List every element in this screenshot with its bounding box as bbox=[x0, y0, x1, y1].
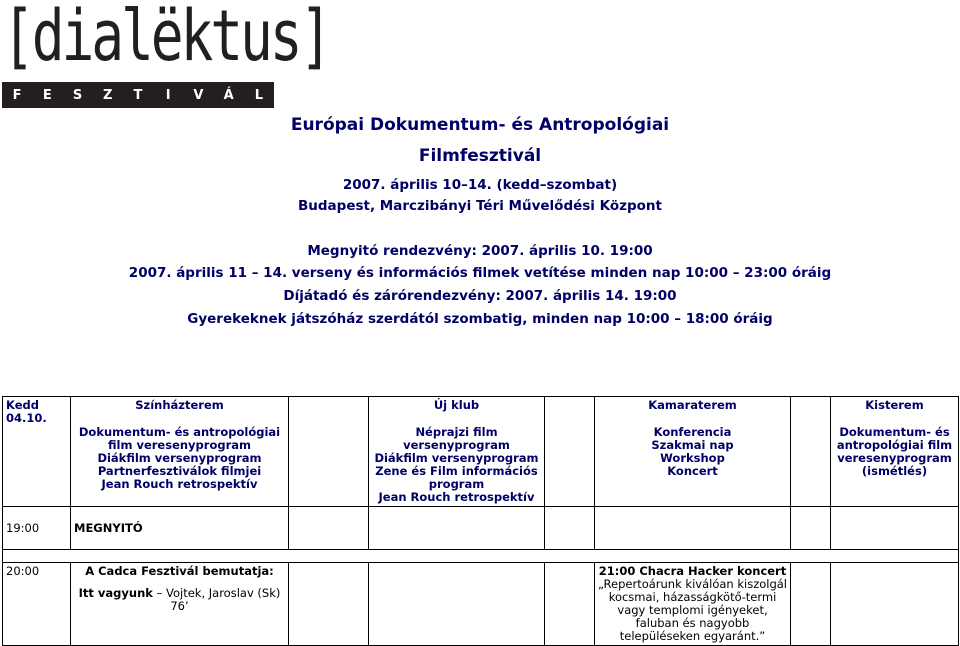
schedule-table bbox=[2, 396, 959, 646]
festival-logo bbox=[2, 0, 330, 108]
empty-cell bbox=[831, 563, 959, 646]
program-item: Workshop bbox=[660, 451, 725, 465]
day-date: 04.10. bbox=[6, 411, 47, 425]
page-subtitle: Filmfesztivál bbox=[418, 146, 542, 166]
empty-cell bbox=[595, 507, 791, 550]
schedule-row bbox=[3, 563, 959, 646]
program-item: Diákfilm versenyprogram bbox=[374, 451, 539, 465]
logo-letter: F bbox=[12, 87, 22, 103]
row-spacer bbox=[3, 550, 959, 563]
logo-letter: I bbox=[165, 87, 171, 103]
time-cell: 20:00 bbox=[3, 563, 71, 646]
page-title: Európai Dokumentum- és Antropológiai bbox=[290, 115, 670, 135]
venue-name: Kisterem bbox=[865, 398, 924, 412]
event-title: A Cadca Fesztivál bemutatja: bbox=[85, 564, 274, 578]
empty-cell bbox=[289, 563, 369, 646]
logo-letter: Á bbox=[223, 87, 234, 103]
empty-cell bbox=[369, 563, 545, 646]
festival-dates: 2007. április 10–14. (kedd–szombat) bbox=[342, 177, 618, 193]
film-entry bbox=[74, 587, 285, 613]
venue-column-kamaraterem bbox=[595, 397, 791, 507]
event-cell bbox=[595, 563, 791, 646]
venue-column-kisterem bbox=[831, 397, 959, 507]
program-item: Koncert bbox=[667, 464, 718, 478]
day-cell bbox=[3, 397, 71, 507]
program-item: Dokumentum- és antropológiai film veresenyprogram bbox=[78, 425, 281, 452]
empty-cell bbox=[545, 507, 595, 550]
venue-column-uj-klub bbox=[369, 397, 545, 507]
logo-wordmark: [dialëktus] bbox=[2, 0, 330, 77]
awards-info: Díjátadó és zárórendezvény: 2007. április 14. 19:00 bbox=[283, 288, 677, 304]
schedule-row bbox=[3, 507, 959, 550]
time-cell: 19:00 bbox=[3, 507, 71, 550]
competition-info: 2007. április 11 – 14. verseny és információs filmek vetítése minden nap 10:00 – 23:00 óráig bbox=[128, 265, 832, 281]
empty-cell bbox=[791, 563, 831, 646]
film-details: – Vojtek, Jaroslav (Sk) 76’ bbox=[156, 586, 281, 613]
logo-letter: Z bbox=[103, 87, 113, 103]
program-item: Szakmai nap bbox=[651, 438, 734, 452]
logo-letter: T bbox=[133, 87, 143, 103]
venue-column-szinhazterem bbox=[71, 397, 289, 507]
venue-name: Színházterem bbox=[135, 398, 224, 412]
logo-festival-bar bbox=[2, 82, 274, 108]
festival-venue: Budapest, Marczibányi Téri Művelődési Központ bbox=[297, 198, 662, 214]
kids-info: Gyerekeknek játszóház szerdától szombatig, minden nap 10:00 – 18:00 óráig bbox=[187, 311, 773, 327]
film-title: Itt vagyunk bbox=[78, 586, 153, 600]
program-item: Jean Rouch retrospektív bbox=[101, 477, 258, 491]
program-item: Dokumentum- és antropológiai film veresenyprogram (ismétlés) bbox=[836, 425, 953, 478]
empty-cell bbox=[289, 397, 369, 507]
schedule-header-row bbox=[3, 397, 959, 507]
day-label: Kedd bbox=[6, 398, 39, 412]
empty-cell bbox=[831, 507, 959, 550]
logo-letter: L bbox=[254, 87, 263, 103]
empty-cell bbox=[791, 397, 831, 507]
concert-title: 21:00 Chacra Hacker koncert bbox=[598, 564, 787, 578]
program-item: Jean Rouch retrospektív bbox=[378, 490, 535, 504]
logo-letter: S bbox=[72, 87, 83, 103]
program-item: Partnerfesztiválok filmjei bbox=[97, 464, 262, 478]
opening-event: Megnyitó rendezvény: 2007. április 10. 19:00 bbox=[307, 243, 653, 259]
empty-cell bbox=[289, 507, 369, 550]
program-item: Zene és Film információs program bbox=[375, 464, 538, 491]
empty-cell bbox=[791, 507, 831, 550]
logo-letter: E bbox=[42, 87, 52, 103]
empty-cell bbox=[545, 397, 595, 507]
event-cell: MEGNYITÓ bbox=[71, 507, 289, 550]
concert-description: „Repertoárunk kiválóan kiszolgál kocsmai, házasságkötő-termi vagy templomi igényeket, faluban és nagyobb településeken egyaránt.” bbox=[598, 577, 787, 643]
venue-name: Kamaraterem bbox=[648, 398, 737, 412]
program-item: Konferencia bbox=[653, 425, 732, 439]
venue-name: Új klub bbox=[433, 398, 480, 412]
logo-letter: V bbox=[193, 87, 204, 103]
program-item: Diákfilm versenyprogram bbox=[97, 451, 262, 465]
event-cell bbox=[71, 563, 289, 646]
program-item: Néprajzi film versenyprogram bbox=[403, 425, 510, 452]
empty-cell bbox=[369, 507, 545, 550]
empty-cell bbox=[545, 563, 595, 646]
